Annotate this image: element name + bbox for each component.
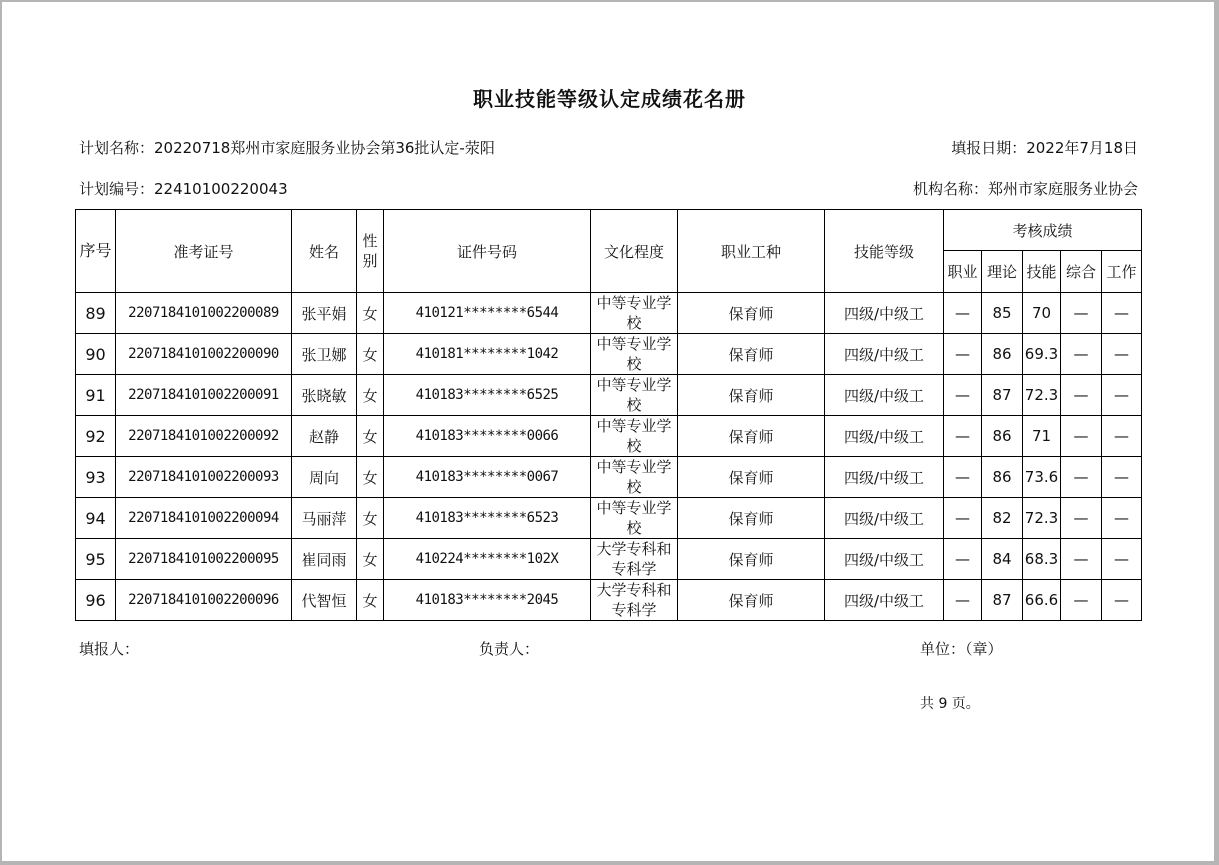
header-sub-skill: 技能: [1023, 251, 1061, 293]
row-skill: 68.3: [1023, 539, 1061, 580]
row-seq: 89: [76, 293, 116, 334]
page-count: 共 9 页。: [920, 696, 980, 712]
row-name: 张卫娜: [292, 334, 357, 375]
row-seq: 96: [76, 580, 116, 621]
row-work: —: [1102, 457, 1142, 498]
row-seq: 91: [76, 375, 116, 416]
plan-number: 计划编号：22410100220043: [79, 180, 288, 198]
row-id-number: 410183********6525: [384, 375, 591, 416]
row-name: 张晓敏: [292, 375, 357, 416]
row-theory: 86: [982, 457, 1023, 498]
row-id-number: 410183********2045: [384, 580, 591, 621]
row-gender: 女: [357, 293, 384, 334]
plan-name: 计划名称：20220718郑州市家庭服务业协会第36批认定-荥阳: [79, 139, 495, 157]
row-id-number: 410183********6523: [384, 498, 591, 539]
header-seq: 序号: [76, 210, 116, 293]
row-seq: 93: [76, 457, 116, 498]
row-work: —: [1102, 375, 1142, 416]
row-skill-level: 四级/中级工: [825, 293, 944, 334]
row-name: 周向: [292, 457, 357, 498]
row-skill: 66.6: [1023, 580, 1061, 621]
row-gender: 女: [357, 334, 384, 375]
row-gender: 女: [357, 416, 384, 457]
row-comprehensive: —: [1061, 293, 1102, 334]
org-name: 机构名称：郑州市家庭服务业协会: [912, 180, 1138, 198]
row-exam-id: 2207184101002200094: [116, 498, 292, 539]
row-comprehensive: —: [1061, 539, 1102, 580]
header-sub-work: 工作: [1102, 251, 1142, 293]
header-skill-level: 技能等级: [825, 210, 944, 293]
row-comprehensive: —: [1061, 580, 1102, 621]
row-education: 大学专科和专科学: [591, 580, 678, 621]
row-occupation: 保育师: [678, 334, 825, 375]
row-comprehensive: —: [1061, 457, 1102, 498]
row-exam-id: 2207184101002200092: [116, 416, 292, 457]
row-id-number: 410183********0067: [384, 457, 591, 498]
header-id-number: 证件号码: [384, 210, 591, 293]
header-education: 文化程度: [591, 210, 678, 293]
header-scores: 考核成绩: [944, 210, 1142, 251]
row-gender: 女: [357, 375, 384, 416]
row-seq: 92: [76, 416, 116, 457]
table-row: [76, 580, 1142, 621]
row-education: 中等专业学校: [591, 375, 678, 416]
row-exam-id: 2207184101002200090: [116, 334, 292, 375]
row-theory: 87: [982, 580, 1023, 621]
row-skill: 69.3: [1023, 334, 1061, 375]
row-skill-level: 四级/中级工: [825, 580, 944, 621]
row-exam-id: 2207184101002200095: [116, 539, 292, 580]
row-occupation: 保育师: [678, 457, 825, 498]
filler-label: 填报人：: [79, 640, 140, 658]
table-row: [76, 334, 1142, 375]
row-work: —: [1102, 416, 1142, 457]
row-job: —: [944, 293, 982, 334]
row-work: —: [1102, 334, 1142, 375]
row-exam-id: 2207184101002200091: [116, 375, 292, 416]
unit-seal-label: 单位：（章）: [920, 640, 1003, 658]
row-skill: 73.6: [1023, 457, 1061, 498]
row-theory: 85: [982, 293, 1023, 334]
row-job: —: [944, 457, 982, 498]
row-job: —: [944, 498, 982, 539]
row-education: 中等专业学校: [591, 293, 678, 334]
table-row: [76, 457, 1142, 498]
row-job: —: [944, 539, 982, 580]
table-row: [76, 539, 1142, 580]
row-gender: 女: [357, 580, 384, 621]
row-skill: 72.3: [1023, 375, 1061, 416]
row-name: 张平娟: [292, 293, 357, 334]
row-id-number: 410121********6544: [384, 293, 591, 334]
row-work: —: [1102, 539, 1142, 580]
row-theory: 84: [982, 539, 1023, 580]
row-skill-level: 四级/中级工: [825, 334, 944, 375]
header-occupation: 职业工种: [678, 210, 825, 293]
row-job: —: [944, 416, 982, 457]
row-occupation: 保育师: [678, 375, 825, 416]
row-skill-level: 四级/中级工: [825, 457, 944, 498]
row-education: 中等专业学校: [591, 334, 678, 375]
row-comprehensive: —: [1061, 416, 1102, 457]
table-row: [76, 375, 1142, 416]
header-sub-comprehensive: 综合: [1061, 251, 1102, 293]
row-seq: 95: [76, 539, 116, 580]
row-skill: 70: [1023, 293, 1061, 334]
row-theory: 86: [982, 416, 1023, 457]
row-skill-level: 四级/中级工: [825, 375, 944, 416]
row-work: —: [1102, 498, 1142, 539]
row-exam-id: 2207184101002200093: [116, 457, 292, 498]
row-job: —: [944, 334, 982, 375]
row-education: 大学专科和专科学: [591, 539, 678, 580]
table-row: [76, 416, 1142, 457]
row-occupation: 保育师: [678, 416, 825, 457]
row-skill: 72.3: [1023, 498, 1061, 539]
row-occupation: 保育师: [678, 539, 825, 580]
row-id-number: 410224********102X: [384, 539, 591, 580]
row-seq: 90: [76, 334, 116, 375]
row-comprehensive: —: [1061, 498, 1102, 539]
row-name: 代智恒: [292, 580, 357, 621]
row-skill: 71: [1023, 416, 1061, 457]
row-name: 赵静: [292, 416, 357, 457]
row-skill-level: 四级/中级工: [825, 416, 944, 457]
table-row: [76, 293, 1142, 334]
row-gender: 女: [357, 457, 384, 498]
row-exam-id: 2207184101002200089: [116, 293, 292, 334]
row-theory: 87: [982, 375, 1023, 416]
row-seq: 94: [76, 498, 116, 539]
row-work: —: [1102, 580, 1142, 621]
row-gender: 女: [357, 539, 384, 580]
row-job: —: [944, 375, 982, 416]
header-exam-id: 准考证号: [116, 210, 292, 293]
row-exam-id: 2207184101002200096: [116, 580, 292, 621]
responsible-label: 负责人：: [479, 640, 540, 658]
row-name: 崔同雨: [292, 539, 357, 580]
header-name: 姓名: [292, 210, 357, 293]
row-comprehensive: —: [1061, 375, 1102, 416]
row-skill-level: 四级/中级工: [825, 498, 944, 539]
fill-date: 填报日期：2022年7月18日: [951, 139, 1138, 157]
row-job: —: [944, 580, 982, 621]
row-id-number: 410181********1042: [384, 334, 591, 375]
row-work: —: [1102, 293, 1142, 334]
row-comprehensive: —: [1061, 334, 1102, 375]
row-name: 马丽萍: [292, 498, 357, 539]
header-sub-theory: 理论: [982, 251, 1023, 293]
row-education: 中等专业学校: [591, 498, 678, 539]
row-theory: 86: [982, 334, 1023, 375]
score-roster-table: [75, 209, 1142, 621]
row-occupation: 保育师: [678, 293, 825, 334]
page-title: 职业技能等级认定成绩花名册: [473, 87, 746, 111]
row-gender: 女: [357, 498, 384, 539]
row-skill-level: 四级/中级工: [825, 539, 944, 580]
header-sub-job: 职业: [944, 251, 982, 293]
row-education: 中等专业学校: [591, 457, 678, 498]
header-gender: 性别: [357, 210, 384, 293]
row-occupation: 保育师: [678, 580, 825, 621]
row-id-number: 410183********0066: [384, 416, 591, 457]
header-row: [76, 210, 1142, 251]
row-theory: 82: [982, 498, 1023, 539]
row-education: 中等专业学校: [591, 416, 678, 457]
table-row: [76, 498, 1142, 539]
row-occupation: 保育师: [678, 498, 825, 539]
